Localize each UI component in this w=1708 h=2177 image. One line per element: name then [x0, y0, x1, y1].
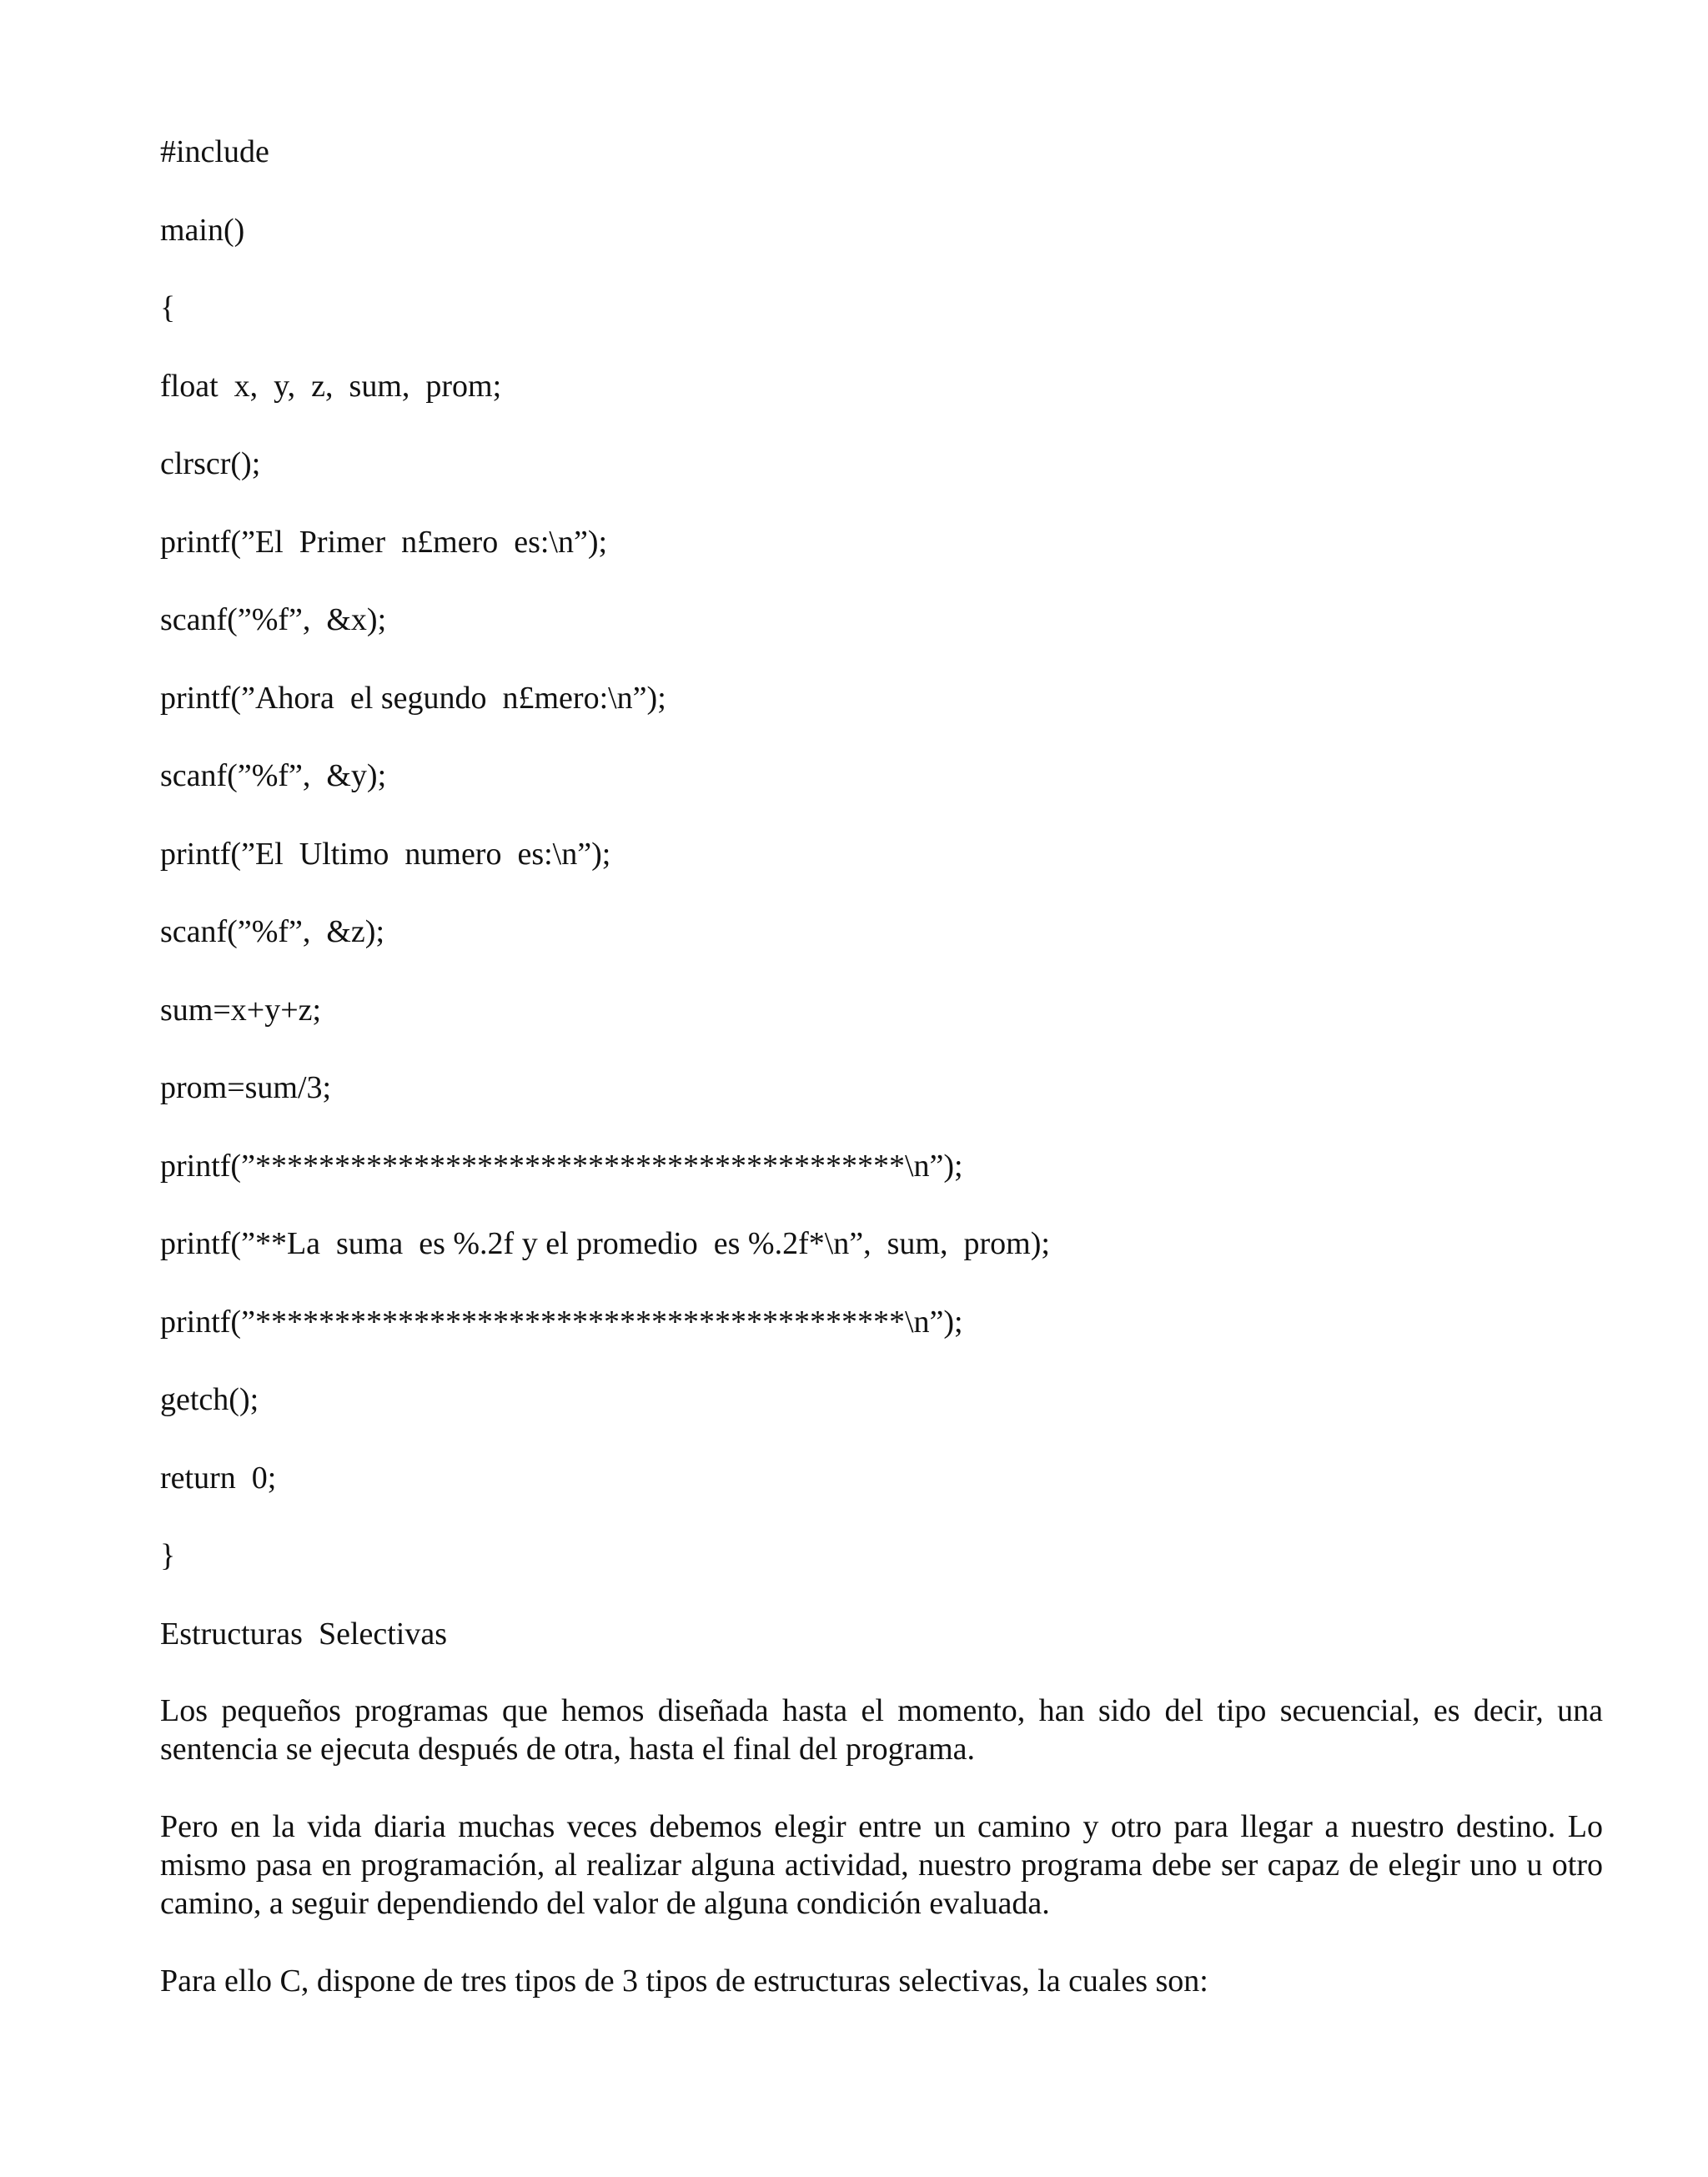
code-line: }	[160, 1538, 176, 1573]
document-page	[160, 133, 1603, 2039]
code-line: clrscr();	[160, 446, 261, 481]
code-line: return 0;	[160, 1460, 277, 1496]
code-listing	[160, 133, 1603, 1574]
code-line: printf(”El Primer n£mero es:\n”);	[160, 524, 608, 560]
code-line: {	[160, 290, 176, 325]
code-line: #include	[160, 134, 269, 169]
code-line: printf(”Ahora el segundo n£mero:\n”);	[160, 680, 666, 716]
code-line: printf(”**La suma es %.2f y el promedio es %.2f*\n”, sum, prom);	[160, 1226, 1050, 1261]
code-line: float x, y, z, sum, prom;	[160, 368, 502, 404]
code-line: printf(”*****************************************\n”);	[160, 1148, 963, 1184]
paragraph: Los pequeños programas que hemos diseñada hasta el momento, han sido del tipo secuencial, es decir, una sentencia se ejecuta después de otra, hasta el final del programa.	[160, 1692, 1603, 1767]
code-line: sum=x+y+z;	[160, 992, 322, 1028]
code-line: scanf(”%f”, &y);	[160, 758, 387, 793]
code-line: printf(”El Ultimo numero es:\n”);	[160, 836, 611, 872]
paragraph: Pero en la vida diaria muchas veces debemos elegir entre un camino y otro para llegar a nuestro destino. Lo mismo pasa en programación, al realizar alguna actividad, nuestro programa debe ser capaz de elegir uno u otro camino, a seguir dependiendo del valor de alguna condición evaluada.	[160, 1808, 1603, 1921]
code-line: scanf(”%f”, &z);	[160, 914, 385, 949]
code-line: scanf(”%f”, &x);	[160, 602, 387, 637]
code-line: printf(”*****************************************\n”);	[160, 1304, 963, 1340]
code-line: getch();	[160, 1382, 259, 1417]
paragraph: Para ello C, dispone de tres tipos de 3 tipos de estructuras selectivas, la cuales son:	[160, 1963, 1208, 1999]
code-line: prom=sum/3;	[160, 1070, 332, 1105]
section-title: Estructuras Selectivas	[160, 1616, 448, 1652]
code-line: main()	[160, 212, 245, 248]
